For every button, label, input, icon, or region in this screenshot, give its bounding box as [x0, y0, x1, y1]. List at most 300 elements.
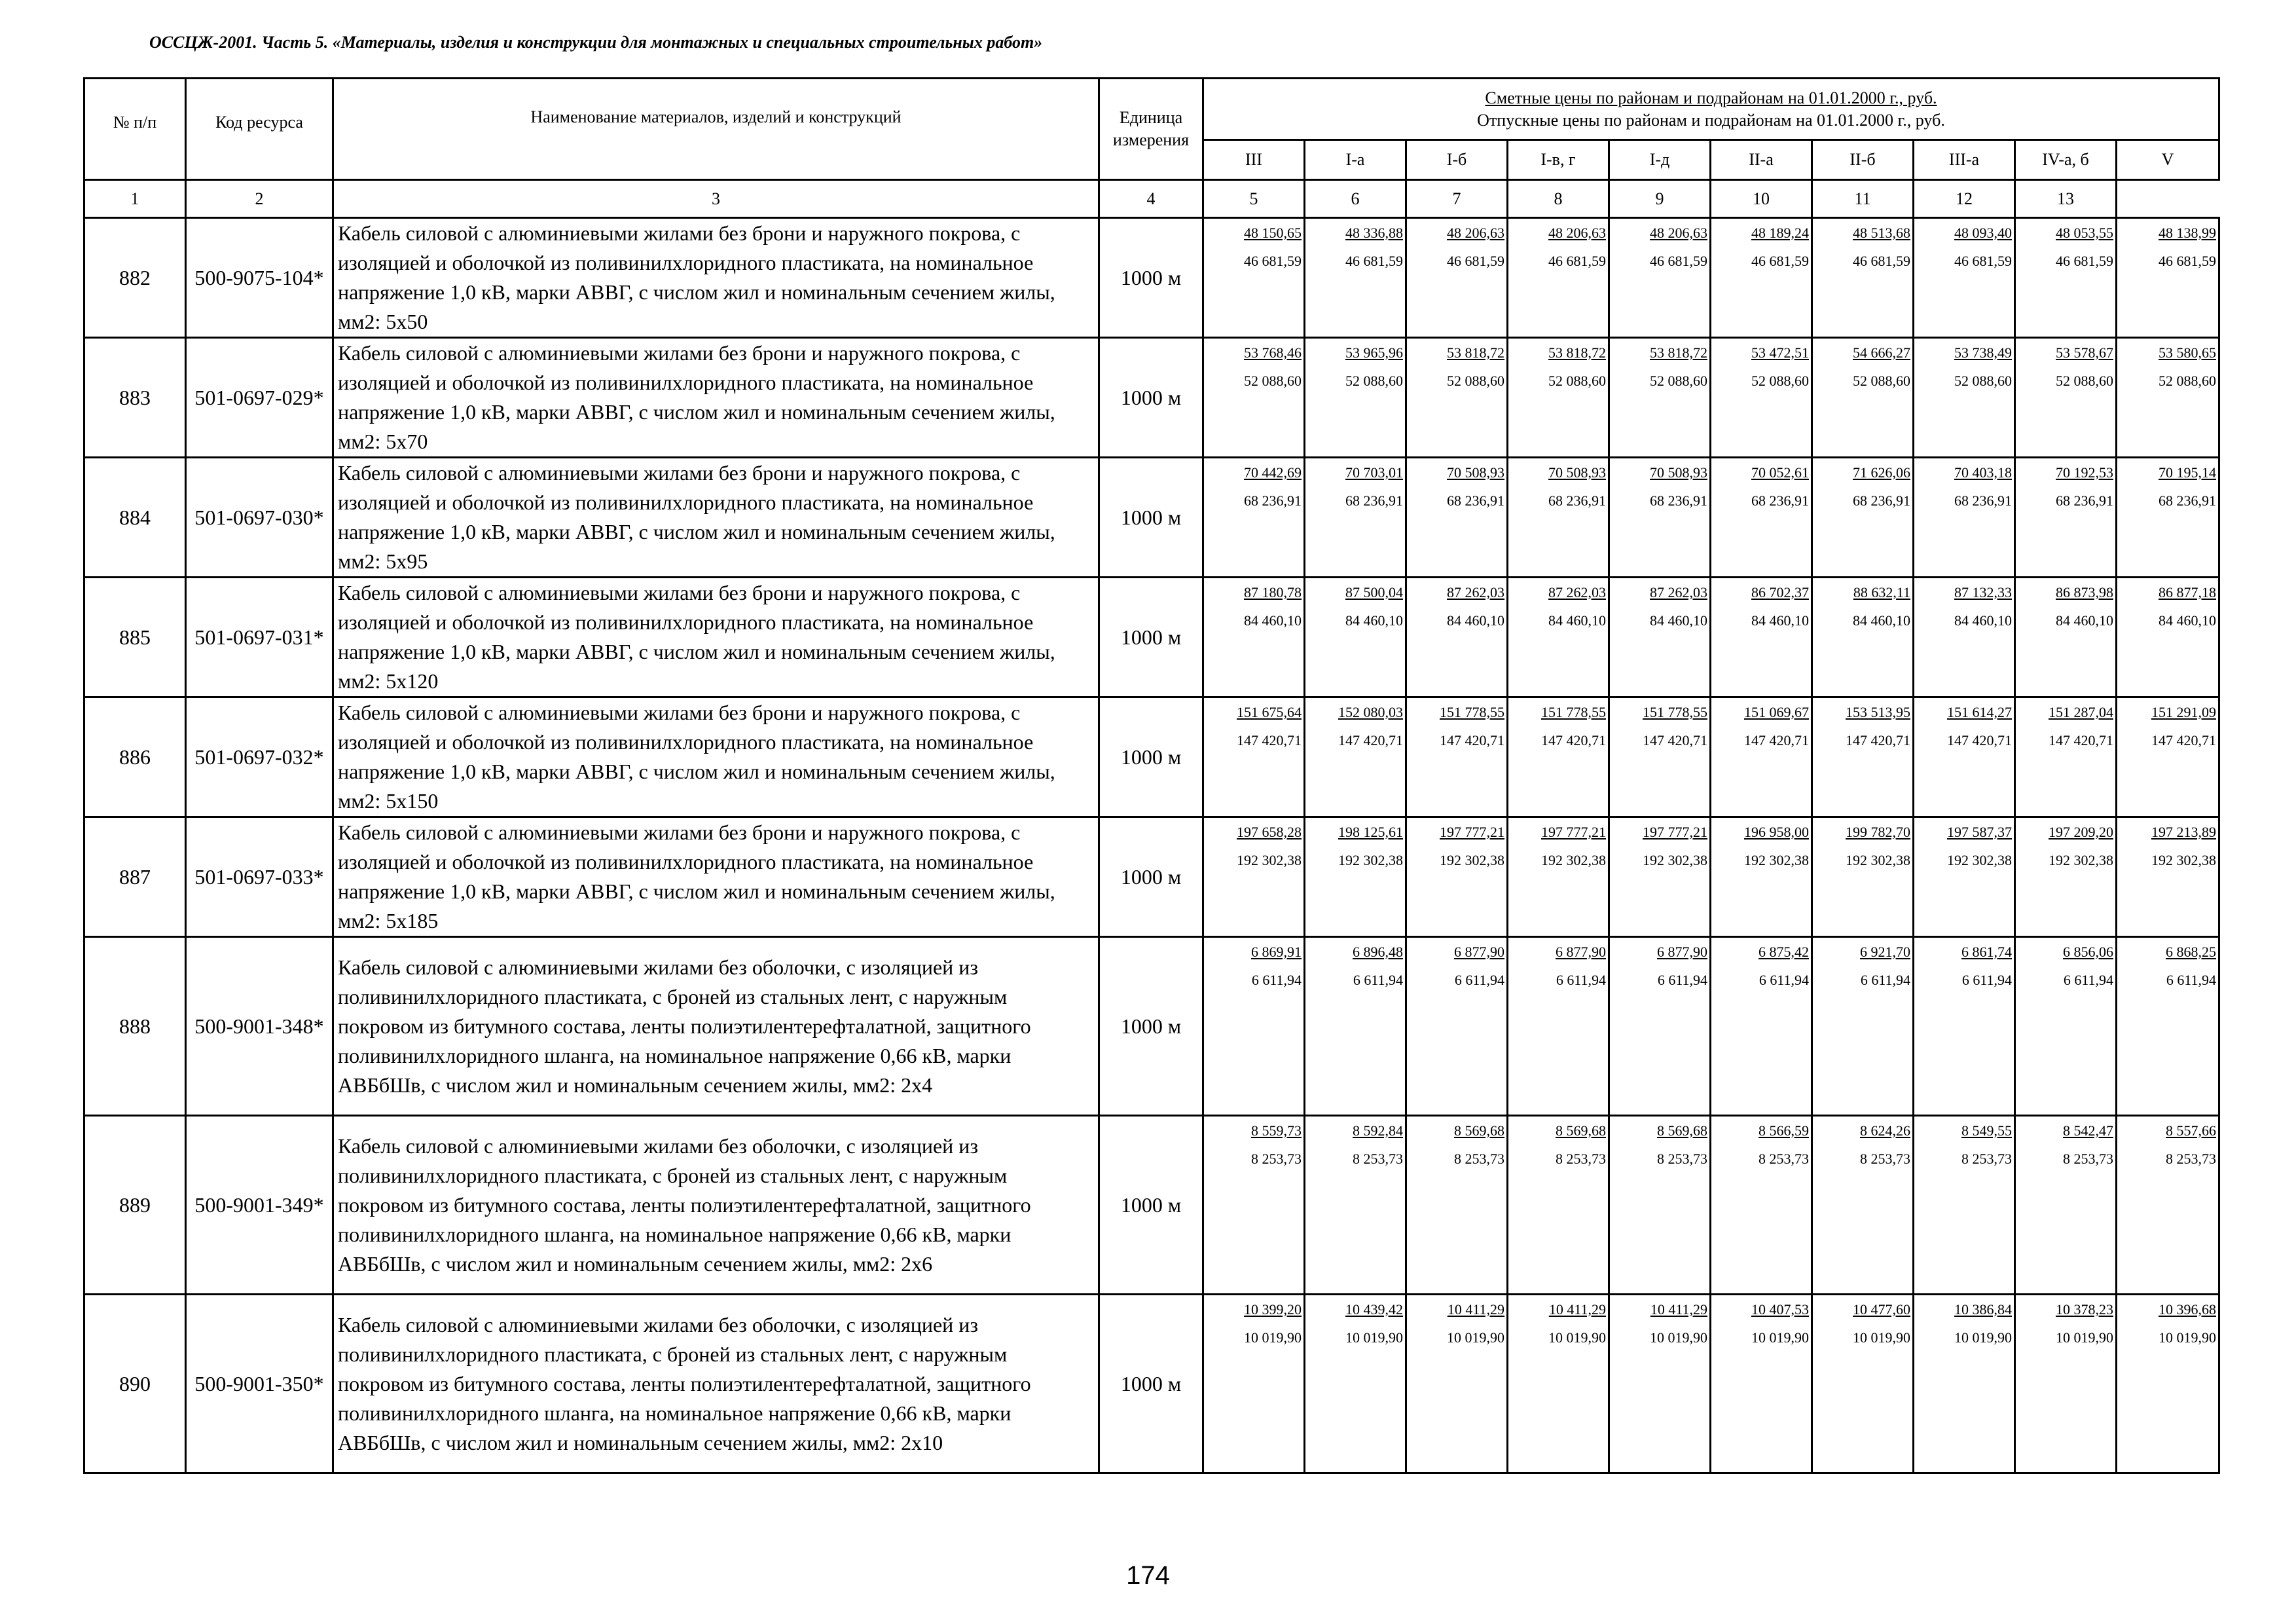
estimate-price: 151 291,09: [2151, 704, 2216, 720]
row-number: 887: [84, 817, 186, 937]
release-price: 10 019,90: [1954, 1329, 2012, 1346]
column-number: 10: [1711, 180, 1812, 218]
estimate-price: 152 080,03: [1338, 704, 1403, 720]
estimate-price: 6 921,70: [1860, 944, 1910, 960]
resource-code: 501-0697-033*: [186, 817, 333, 937]
price-cell: [1914, 1295, 2015, 1473]
release-price: 52 088,60: [1244, 373, 1302, 389]
release-price: 10 019,90: [1548, 1329, 1606, 1346]
header-prices: [1203, 79, 2219, 140]
estimate-price: 197 209,20: [2049, 824, 2113, 840]
price-cell: [1406, 817, 1508, 937]
price-cell: [1508, 1116, 1609, 1295]
price-cell: [1508, 338, 1609, 458]
estimate-price: 48 138,99: [2159, 225, 2216, 241]
estimate-price: 8 569,68: [1454, 1122, 1504, 1139]
price-cell: [1406, 578, 1508, 697]
estimate-price: 53 472,51: [1751, 344, 1809, 361]
estimate-price: 70 052,61: [1751, 464, 1809, 481]
column-number: 1: [84, 180, 186, 218]
estimate-price: 86 877,18: [2159, 584, 2216, 600]
price-cell: [2117, 1295, 2219, 1473]
resource-code: 500-9001-348*: [186, 937, 333, 1116]
estimate-price: 10 477,60: [1853, 1301, 1910, 1318]
estimate-price: 70 195,14: [2159, 464, 2216, 481]
estimate-price: 87 180,78: [1244, 584, 1302, 600]
price-cell: [1812, 458, 1914, 578]
price-cell: [1203, 218, 1305, 338]
price-cell: [1812, 1116, 1914, 1295]
release-price: 147 420,71: [1440, 732, 1504, 748]
estimate-price: 88 632,11: [1853, 584, 1910, 600]
release-price: 147 420,71: [1643, 732, 1707, 748]
header-code: Код ресурса: [186, 79, 333, 180]
region-header: I-в, г: [1508, 140, 1609, 180]
estimate-price: 6 856,06: [2063, 944, 2113, 960]
unit-of-measure: 1000 м: [1099, 458, 1203, 578]
estimate-price: 48 206,63: [1650, 225, 1707, 241]
estimate-price: 48 189,24: [1751, 225, 1809, 241]
estimate-price: 6 868,25: [2166, 944, 2216, 960]
price-cell: [2015, 817, 2117, 937]
region-header: II-б: [1812, 140, 1914, 180]
estimate-price: 48 093,40: [1954, 225, 2012, 241]
release-price: 10 019,90: [1447, 1329, 1504, 1346]
price-cell: [1203, 578, 1305, 697]
release-price: 8 253,73: [1556, 1151, 1606, 1167]
release-price: 84 460,10: [1954, 612, 2012, 629]
price-cell: [1406, 218, 1508, 338]
release-price: 192 302,38: [1440, 852, 1504, 868]
estimate-price: 197 213,89: [2151, 824, 2216, 840]
column-number: 4: [1099, 180, 1203, 218]
release-price: 46 681,59: [2159, 253, 2216, 269]
release-price: 8 253,73: [1860, 1151, 1910, 1167]
release-price: 84 460,10: [1650, 612, 1707, 629]
unit-of-measure: 1000 м: [1099, 218, 1203, 338]
estimate-price: 6 877,90: [1556, 944, 1606, 960]
price-cell: [1711, 817, 1812, 937]
estimate-price: 8 624,26: [1860, 1122, 1910, 1139]
estimate-price: 197 777,21: [1440, 824, 1504, 840]
estimate-price: 8 569,68: [1556, 1122, 1606, 1139]
estimate-price: 151 778,55: [1541, 704, 1606, 720]
price-cell: [1203, 1295, 1305, 1473]
release-price: 6 611,94: [1454, 972, 1504, 988]
estimate-price: 48 150,65: [1244, 225, 1302, 241]
release-price: 8 253,73: [1961, 1151, 2012, 1167]
release-price: 147 420,71: [1947, 732, 2012, 748]
table-row: [84, 817, 2219, 937]
price-cell: [1711, 937, 1812, 1116]
estimate-price: 53 578,67: [2056, 344, 2113, 361]
release-price: 46 681,59: [1853, 253, 1910, 269]
resource-code: 501-0697-030*: [186, 458, 333, 578]
price-cell: [1305, 1116, 1406, 1295]
release-price: 10 019,90: [1853, 1329, 1910, 1346]
estimate-price: 87 262,03: [1650, 584, 1707, 600]
release-price: 68 236,91: [1447, 492, 1504, 509]
release-price: 6 611,94: [1251, 972, 1302, 988]
release-price: 84 460,10: [1447, 612, 1504, 629]
price-cell: [1609, 338, 1711, 458]
release-price: 84 460,10: [2159, 612, 2216, 629]
release-price: 147 420,71: [1846, 732, 1910, 748]
release-price: 68 236,91: [1853, 492, 1910, 509]
release-price: 6 611,94: [1556, 972, 1606, 988]
price-cell: [1609, 458, 1711, 578]
price-cell: [1508, 697, 1609, 817]
release-price: 192 302,38: [1947, 852, 2012, 868]
table-row: [84, 458, 2219, 578]
release-price: 46 681,59: [1345, 253, 1403, 269]
price-cell: [1406, 338, 1508, 458]
estimate-price: 197 587,37: [1947, 824, 2012, 840]
price-cell: [1609, 697, 1711, 817]
estimate-price: 10 411,29: [1548, 1301, 1606, 1318]
release-price: 6 611,94: [2166, 972, 2216, 988]
price-cell: [1812, 937, 1914, 1116]
release-price: 147 420,71: [1541, 732, 1606, 748]
estimate-price: 151 778,55: [1440, 704, 1504, 720]
release-price: 46 681,59: [1548, 253, 1606, 269]
release-price: 84 460,10: [2056, 612, 2113, 629]
release-price: 52 088,60: [1751, 373, 1809, 389]
unit-of-measure: 1000 м: [1099, 697, 1203, 817]
release-price: 147 420,71: [1338, 732, 1403, 748]
price-cell: [1609, 1116, 1711, 1295]
material-name: Кабель силовой с алюминиевыми жилами без брони и наружного покрова, с изоляцией и оболочкой из поливинилхлоридного пластиката, на номинальное напряжение 1,0 кВ, марки АВВГ, с числом жил и номинальным сечением жилы, мм2: 5х185: [333, 817, 1099, 937]
table-row: [84, 1116, 2219, 1295]
estimate-price: 151 614,27: [1947, 704, 2012, 720]
region-header: I-б: [1406, 140, 1508, 180]
row-number: 882: [84, 218, 186, 338]
resource-code: 500-9075-104*: [186, 218, 333, 338]
row-number: 888: [84, 937, 186, 1116]
price-cell: [1406, 1295, 1508, 1473]
price-cell: [2117, 218, 2219, 338]
estimate-price: 86 702,37: [1751, 584, 1809, 600]
column-number: 11: [1812, 180, 1914, 218]
estimate-price: 70 508,93: [1447, 464, 1504, 481]
price-cell: [1406, 937, 1508, 1116]
release-price: 84 460,10: [1853, 612, 1910, 629]
material-name: Кабель силовой с алюминиевыми жилами без брони и наружного покрова, с изоляцией и оболочкой из поливинилхлоридного пластиката, на номинальное напряжение 1,0 кВ, марки АВВГ, с числом жил и номинальным сечением жилы, мм2: 5х50: [333, 218, 1099, 338]
estimate-price: 6 877,90: [1454, 944, 1504, 960]
price-cell: [1305, 817, 1406, 937]
table-row: [84, 937, 2219, 1116]
estimate-price: 48 053,55: [2056, 225, 2113, 241]
table-row: [84, 218, 2219, 338]
estimate-price: 10 411,29: [1447, 1301, 1504, 1318]
estimate-price: 87 500,04: [1345, 584, 1403, 600]
unit-of-measure: 1000 м: [1099, 1116, 1203, 1295]
document-header: ОССЦЖ-2001. Часть 5. «Материалы, изделия и конструкции для монтажных и специальных строительных работ»: [149, 33, 1043, 52]
price-cell: [1812, 1295, 1914, 1473]
row-number: 883: [84, 338, 186, 458]
region-header: IV-а, б: [2015, 140, 2117, 180]
estimate-price: 10 386,84: [1954, 1301, 2012, 1318]
estimate-price: 151 778,55: [1643, 704, 1707, 720]
column-number-row: [84, 180, 2219, 218]
estimate-price: 53 580,65: [2159, 344, 2216, 361]
estimate-price: 10 439,42: [1345, 1301, 1403, 1318]
estimate-price: 197 658,28: [1237, 824, 1302, 840]
estimate-price: 6 875,42: [1758, 944, 1809, 960]
release-price: 192 302,38: [1338, 852, 1403, 868]
release-price: 68 236,91: [1650, 492, 1707, 509]
material-name: Кабель силовой с алюминиевыми жилами без брони и наружного покрова, с изоляцией и оболочкой из поливинилхлоридного пластиката, на номинальное напряжение 1,0 кВ, марки АВВГ, с числом жил и номинальным сечением жилы, мм2: 5х120: [333, 578, 1099, 697]
price-cell: [1508, 1295, 1609, 1473]
table-row: [84, 578, 2219, 697]
price-cell: [2015, 1116, 2117, 1295]
price-cell: [1711, 1295, 1812, 1473]
estimate-price: 54 666,27: [1853, 344, 1910, 361]
header-num: № п/п: [84, 79, 186, 180]
estimate-price: 6 861,74: [1961, 944, 2012, 960]
resource-code: 500-9001-349*: [186, 1116, 333, 1295]
price-cell: [2015, 1295, 2117, 1473]
estimate-price: 10 378,23: [2056, 1301, 2113, 1318]
price-cell: [2117, 458, 2219, 578]
price-cell: [1609, 1295, 1711, 1473]
header-prices-estimate: Сметные цены по районам и подрайонам на 01.01.2000 г., руб.: [1485, 88, 1937, 107]
region-header: I-д: [1609, 140, 1711, 180]
release-price: 192 302,38: [1237, 852, 1302, 868]
release-price: 84 460,10: [1244, 612, 1302, 629]
price-cell: [1203, 937, 1305, 1116]
estimate-price: 86 873,98: [2056, 584, 2113, 600]
price-cell: [1711, 1116, 1812, 1295]
price-cell: [1711, 458, 1812, 578]
header-unit: Единица измерения: [1099, 79, 1203, 180]
estimate-price: 70 192,53: [2056, 464, 2113, 481]
release-price: 147 420,71: [2049, 732, 2113, 748]
region-header: III: [1203, 140, 1305, 180]
price-cell: [1508, 578, 1609, 697]
price-cell: [1711, 697, 1812, 817]
price-cell: [1812, 697, 1914, 817]
release-price: 10 019,90: [1244, 1329, 1302, 1346]
estimate-price: 197 777,21: [1541, 824, 1606, 840]
release-price: 6 611,94: [1961, 972, 2012, 988]
release-price: 52 088,60: [2056, 373, 2113, 389]
material-name: Кабель силовой с алюминиевыми жилами без брони и наружного покрова, с изоляцией и оболочкой из поливинилхлоридного пластиката, на номинальное напряжение 1,0 кВ, марки АВВГ, с числом жил и номинальным сечением жилы, мм2: 5х150: [333, 697, 1099, 817]
release-price: 46 681,59: [2056, 253, 2113, 269]
release-price: 6 611,94: [1758, 972, 1809, 988]
release-price: 6 611,94: [1353, 972, 1403, 988]
release-price: 8 253,73: [1758, 1151, 1809, 1167]
price-cell: [1812, 338, 1914, 458]
release-price: 8 253,73: [2063, 1151, 2113, 1167]
price-cell: [1203, 458, 1305, 578]
estimate-price: 151 069,67: [1744, 704, 1809, 720]
price-cell: [2015, 578, 2117, 697]
header-name: Наименование материалов, изделий и конструкций: [333, 79, 1099, 180]
estimate-price: 53 818,72: [1548, 344, 1606, 361]
price-cell: [1508, 937, 1609, 1116]
price-cell: [1914, 937, 2015, 1116]
estimate-price: 71 626,06: [1853, 464, 1910, 481]
estimate-price: 6 896,48: [1353, 944, 1403, 960]
release-price: 147 420,71: [2151, 732, 2216, 748]
estimate-price: 10 399,20: [1244, 1301, 1302, 1318]
material-name: Кабель силовой с алюминиевыми жилами без брони и наружного покрова, с изоляцией и оболочкой из поливинилхлоридного пластиката, на номинальное напряжение 1,0 кВ, марки АВВГ, с числом жил и номинальным сечением жилы, мм2: 5х70: [333, 338, 1099, 458]
price-cell: [2117, 937, 2219, 1116]
release-price: 192 302,38: [2049, 852, 2113, 868]
price-cell: [1508, 458, 1609, 578]
resource-code: 501-0697-032*: [186, 697, 333, 817]
price-cell: [1914, 697, 2015, 817]
price-cell: [2117, 697, 2219, 817]
release-price: 46 681,59: [1447, 253, 1504, 269]
release-price: 52 088,60: [1548, 373, 1606, 389]
release-price: 52 088,60: [1345, 373, 1403, 389]
price-cell: [1914, 218, 2015, 338]
column-number: 9: [1609, 180, 1711, 218]
column-number: 13: [2015, 180, 2117, 218]
price-cell: [1609, 817, 1711, 937]
release-price: 52 088,60: [1447, 373, 1504, 389]
row-number: 885: [84, 578, 186, 697]
column-number: 12: [1914, 180, 2015, 218]
release-price: 6 611,94: [1657, 972, 1707, 988]
price-cell: [2015, 458, 2117, 578]
estimate-price: 8 569,68: [1657, 1122, 1707, 1139]
row-number: 884: [84, 458, 186, 578]
price-cell: [1812, 817, 1914, 937]
estimate-price: 48 206,63: [1447, 225, 1504, 241]
price-cell: [1203, 1116, 1305, 1295]
release-price: 52 088,60: [1853, 373, 1910, 389]
estimate-price: 151 287,04: [2049, 704, 2113, 720]
release-price: 10 019,90: [1345, 1329, 1403, 1346]
price-cell: [1711, 218, 1812, 338]
price-cell: [2117, 817, 2219, 937]
release-price: 68 236,91: [1345, 492, 1403, 509]
release-price: 8 253,73: [1657, 1151, 1707, 1167]
estimate-price: 53 738,49: [1954, 344, 2012, 361]
price-cell: [1305, 937, 1406, 1116]
row-number: 889: [84, 1116, 186, 1295]
release-price: 192 302,38: [1744, 852, 1809, 868]
column-number: 2: [186, 180, 333, 218]
price-cell: [1203, 338, 1305, 458]
release-price: 10 019,90: [2159, 1329, 2216, 1346]
price-cell: [2015, 697, 2117, 817]
release-price: 84 460,10: [1345, 612, 1403, 629]
release-price: 192 302,38: [2151, 852, 2216, 868]
estimate-price: 10 411,29: [1650, 1301, 1707, 1318]
price-cell: [1812, 218, 1914, 338]
price-cell: [1305, 218, 1406, 338]
release-price: 84 460,10: [1548, 612, 1606, 629]
page-number: 174: [1126, 1561, 1170, 1590]
material-name: Кабель силовой с алюминиевыми жилами без брони и наружного покрова, с изоляцией и оболочкой из поливинилхлоридного пластиката, на номинальное напряжение 1,0 кВ, марки АВВГ, с числом жил и номинальным сечением жилы, мм2: 5х95: [333, 458, 1099, 578]
price-cell: [1812, 578, 1914, 697]
resource-code: 501-0697-031*: [186, 578, 333, 697]
estimate-price: 87 262,03: [1548, 584, 1606, 600]
price-cell: [1406, 697, 1508, 817]
estimate-price: 197 777,21: [1643, 824, 1707, 840]
price-cell: [1711, 578, 1812, 697]
price-cell: [1305, 697, 1406, 817]
estimate-price: 53 818,72: [1650, 344, 1707, 361]
release-price: 192 302,38: [1846, 852, 1910, 868]
release-price: 10 019,90: [1650, 1329, 1707, 1346]
header-prices-release: Отпускные цены по районам и подрайонам на 01.01.2000 г., руб.: [1477, 110, 1945, 130]
price-table: [83, 77, 2220, 1474]
table-row: [84, 1295, 2219, 1473]
resource-code: 500-9001-350*: [186, 1295, 333, 1473]
estimate-price: 199 782,70: [1846, 824, 1910, 840]
unit-of-measure: 1000 м: [1099, 578, 1203, 697]
column-number: 8: [1508, 180, 1609, 218]
unit-of-measure: 1000 м: [1099, 817, 1203, 937]
price-cell: [1609, 578, 1711, 697]
release-price: 8 253,73: [1353, 1151, 1403, 1167]
column-number: 7: [1406, 180, 1508, 218]
price-cell: [1305, 458, 1406, 578]
release-price: 68 236,91: [1751, 492, 1809, 509]
material-name: Кабель силовой с алюминиевыми жилами без оболочки, с изоляцией из поливинилхлоридного пластиката, с броней из стальных лент, с наружным покровом из битумного состава, ленты полиэтилентерефталатной, защитного поливинилхлоридного шланга, на номинальное напряжение 0,66 кВ, марки АВБбШв, с числом жил и номинальным сечением жилы, мм2: 2х6: [333, 1116, 1099, 1295]
estimate-price: 196 958,00: [1744, 824, 1809, 840]
table-row: [84, 338, 2219, 458]
release-price: 192 302,38: [1541, 852, 1606, 868]
estimate-price: 48 513,68: [1853, 225, 1910, 241]
release-price: 52 088,60: [1954, 373, 2012, 389]
price-cell: [1305, 578, 1406, 697]
price-cell: [1406, 458, 1508, 578]
region-header: V: [2117, 140, 2219, 180]
estimate-price: 53 818,72: [1447, 344, 1504, 361]
estimate-price: 8 549,55: [1961, 1122, 2012, 1139]
region-header: III-а: [1914, 140, 2015, 180]
price-cell: [1305, 1295, 1406, 1473]
estimate-price: 8 566,59: [1758, 1122, 1809, 1139]
estimate-price: 10 407,53: [1751, 1301, 1809, 1318]
price-cell: [1609, 937, 1711, 1116]
release-price: 68 236,91: [2056, 492, 2113, 509]
price-cell: [2015, 937, 2117, 1116]
column-number: 3: [333, 180, 1099, 218]
price-cell: [2117, 1116, 2219, 1295]
release-price: 46 681,59: [1954, 253, 2012, 269]
price-cell: [1914, 817, 2015, 937]
estimate-price: 8 542,47: [2063, 1122, 2113, 1139]
column-number: 5: [1203, 180, 1305, 218]
price-cell: [1508, 218, 1609, 338]
estimate-price: 6 877,90: [1657, 944, 1707, 960]
region-header: I-а: [1305, 140, 1406, 180]
release-price: 68 236,91: [1954, 492, 2012, 509]
price-cell: [1914, 338, 2015, 458]
estimate-price: 70 403,18: [1954, 464, 2012, 481]
release-price: 10 019,90: [2056, 1329, 2113, 1346]
resource-code: 501-0697-029*: [186, 338, 333, 458]
estimate-price: 70 442,69: [1244, 464, 1302, 481]
estimate-price: 10 396,68: [2159, 1301, 2216, 1318]
release-price: 52 088,60: [1650, 373, 1707, 389]
price-cell: [1203, 697, 1305, 817]
price-cell: [2015, 338, 2117, 458]
price-cell: [2117, 578, 2219, 697]
region-header: II-а: [1711, 140, 1812, 180]
estimate-price: 8 559,73: [1251, 1122, 1302, 1139]
estimate-price: 53 965,96: [1345, 344, 1403, 361]
estimate-price: 70 703,01: [1345, 464, 1403, 481]
release-price: 46 681,59: [1650, 253, 1707, 269]
